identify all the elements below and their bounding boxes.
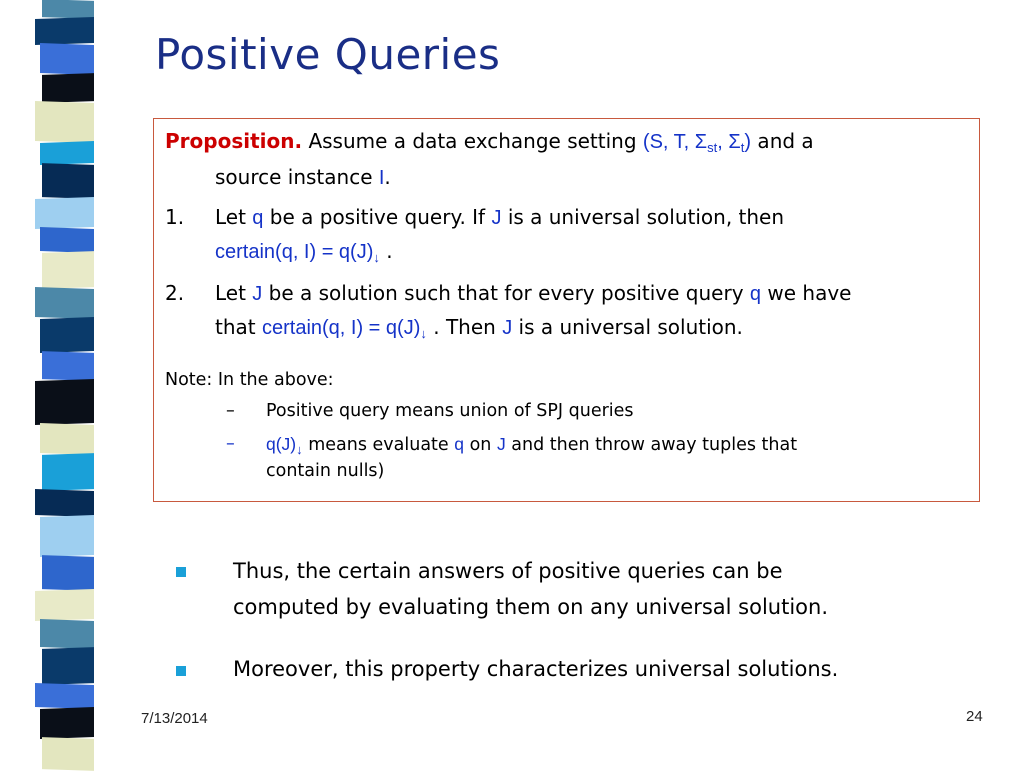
strip-segment — [42, 163, 94, 199]
note-dash-1: – — [226, 401, 235, 421]
proposition-box — [153, 118, 980, 502]
strip-segment — [40, 317, 94, 353]
strip-segment — [35, 489, 94, 517]
note-sub-2-line-2: contain nulls) — [266, 461, 385, 481]
item-1-line-2: certain(q, $I) = q(J)_↓$ . — [215, 239, 393, 265]
strip-segment — [40, 423, 94, 455]
slide-number: 24 — [966, 708, 983, 725]
strip-segment — [40, 515, 94, 557]
strip-segment — [42, 453, 94, 491]
item-2-line-2: that certain(q, $I) = q(J)_↓$ . Then J is a universal solution. — [215, 315, 743, 341]
strip-segment — [35, 101, 94, 143]
strip-segment — [42, 737, 94, 771]
strip-segment — [40, 141, 94, 165]
strip-segment — [35, 197, 94, 229]
strip-segment — [40, 707, 94, 739]
strip-segment — [42, 647, 94, 685]
bullet-2-line-1: Moreover, this property characterizes universal solutions. — [233, 657, 839, 681]
strip-segment — [42, 73, 94, 103]
strip-segment — [35, 379, 94, 425]
decorative-side-strip — [32, 0, 100, 768]
note-sub-1: Positive query means union of SPJ queries — [266, 401, 634, 421]
bullet-1-line-2: computed by evaluating them on any universal solution. — [233, 595, 828, 619]
bullet-1-line-1: Thus, the certain answers of positive queries can be — [233, 559, 783, 583]
strip-segment — [42, 351, 94, 381]
item-2-line-1: Let J be a solution such that for every positive query q we have — [215, 281, 852, 305]
footer-date: 7/13/2014 — [141, 710, 208, 727]
bullet-square-icon — [176, 666, 186, 676]
note-label: Note: In the above: — [165, 370, 334, 390]
strip-segment — [42, 0, 94, 19]
item-number-2: 2. — [165, 281, 185, 305]
slide-title: Positive Queries — [155, 30, 501, 79]
strip-segment — [35, 589, 94, 621]
strip-segment — [35, 17, 94, 45]
intro-text: Assume a data exchange setting — [308, 129, 637, 153]
strip-segment — [40, 43, 94, 75]
strip-segment — [40, 619, 94, 649]
strip-segment — [35, 287, 94, 319]
and-a-text: and a — [751, 129, 814, 153]
proposition-intro-line — [165, 129, 814, 155]
item-number-1: 1. — [165, 205, 185, 229]
strip-segment — [35, 683, 94, 709]
strip-segment — [40, 227, 94, 253]
strip-segment — [42, 251, 94, 289]
proposition-label: Proposition. — [165, 129, 303, 153]
strip-segment — [42, 555, 94, 591]
note-sub-2-line-1: $q(J)_↓$ means evaluate q on J and then throw away tuples that — [266, 434, 798, 457]
source-instance-line: source instance I. — [215, 165, 391, 189]
setting-tuple: (S, T, $\Sigma_{st}$, $\Sigma_t$) — [642, 131, 752, 155]
note-dash-2: – — [226, 434, 235, 454]
bullet-square-icon — [176, 567, 186, 577]
item-1-line-1: Let q be a positive query. If J is a universal solution, then — [215, 205, 785, 229]
